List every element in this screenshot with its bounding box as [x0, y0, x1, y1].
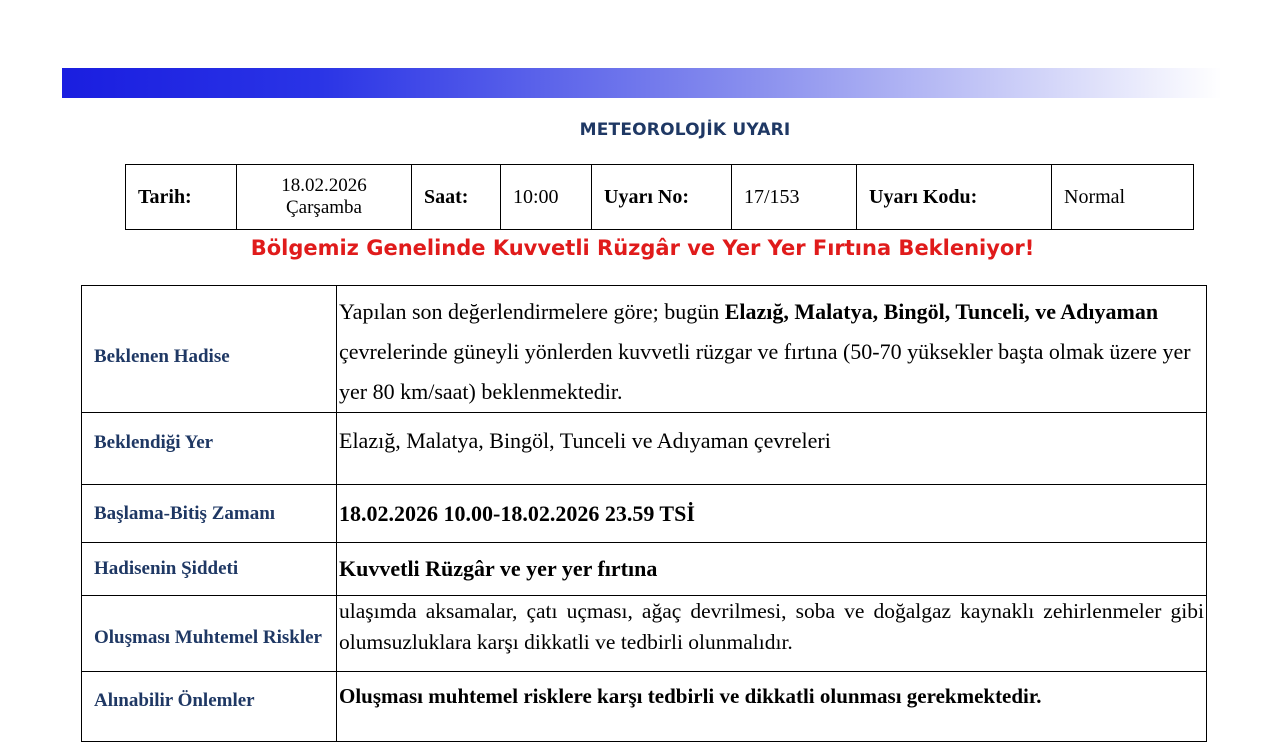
- warning-code-label: Uyarı Kodu:: [857, 165, 1052, 230]
- expected-event-text-1: Yapılan son değerlendirmelere göre; bugün: [339, 299, 725, 324]
- warning-header-row: [126, 165, 1194, 230]
- expected-event-text-2: çevrelerinde güneyli yönlerden kuvvetli rüzgar ve fırtına (50-70 yüksekler başta olmak üzere yer yer 80 km/saat) beklenmektedir.: [339, 339, 1191, 404]
- risks-label: Oluşması Muhtemel Riskler: [82, 596, 337, 672]
- expected-place-label: Beklendiği Yer: [82, 413, 337, 485]
- date-cell: [237, 165, 412, 230]
- row-expected-event: [82, 286, 1207, 413]
- row-risks: [82, 596, 1207, 672]
- warning-no-value: 17/153: [732, 165, 857, 230]
- measures-label: Alınabilir Önlemler: [82, 672, 337, 742]
- expected-event-label: Beklenen Hadise: [82, 286, 337, 413]
- start-end-value: 18.02.2026 10.00-18.02.2026 23.59 TSİ: [337, 485, 1207, 543]
- page-title: METEOROLOJİK UYARI: [579, 120, 791, 140]
- warning-detail-table: [81, 285, 1207, 742]
- measures-value: Oluşması muhtemel risklere karşı tedbirli ve dikkatli olunması gerekmektedir.: [337, 672, 1207, 742]
- expected-event-value: [337, 286, 1207, 413]
- row-measures: [82, 672, 1207, 742]
- row-expected-place: [82, 413, 1207, 485]
- severity-value: Kuvvetli Rüzgâr ve yer yer fırtına: [337, 543, 1207, 596]
- warning-no-label: Uyarı No:: [592, 165, 732, 230]
- title-gradient-bar: [62, 68, 1222, 98]
- date-label: Tarih:: [126, 165, 237, 230]
- warning-headline: Bölgemiz Genelinde Kuvvetli Rüzgâr ve Yer Yer Fırtına Bekleniyor!: [250, 236, 1035, 260]
- risks-value: ulaşımda aksamalar, çatı uçması, ağaç devrilmesi, soba ve doğalgaz kaynaklı zehirlenmeler gibi olumsuzluklara karşı dikkatli ve tedbirli olunmalıdır.: [337, 596, 1207, 672]
- warning-header-table: [125, 164, 1194, 230]
- time-label: Saat:: [412, 165, 501, 230]
- expected-place-value: Elazığ, Malatya, Bingöl, Tunceli ve Adıyaman çevreleri: [337, 413, 1207, 485]
- severity-label: Hadisenin Şiddeti: [82, 543, 337, 596]
- warning-code-value: Normal: [1052, 165, 1194, 230]
- expected-event-cities: Elazığ, Malatya, Bingöl, Tunceli, ve Adıyaman: [724, 299, 1159, 324]
- time-value: 10:00: [501, 165, 592, 230]
- date-value: 18.02.2026: [281, 175, 367, 196]
- row-start-end: [82, 485, 1207, 543]
- row-severity: [82, 543, 1207, 596]
- start-end-label: Başlama-Bitiş Zamanı: [82, 485, 337, 543]
- day-value: Çarşamba: [286, 197, 362, 218]
